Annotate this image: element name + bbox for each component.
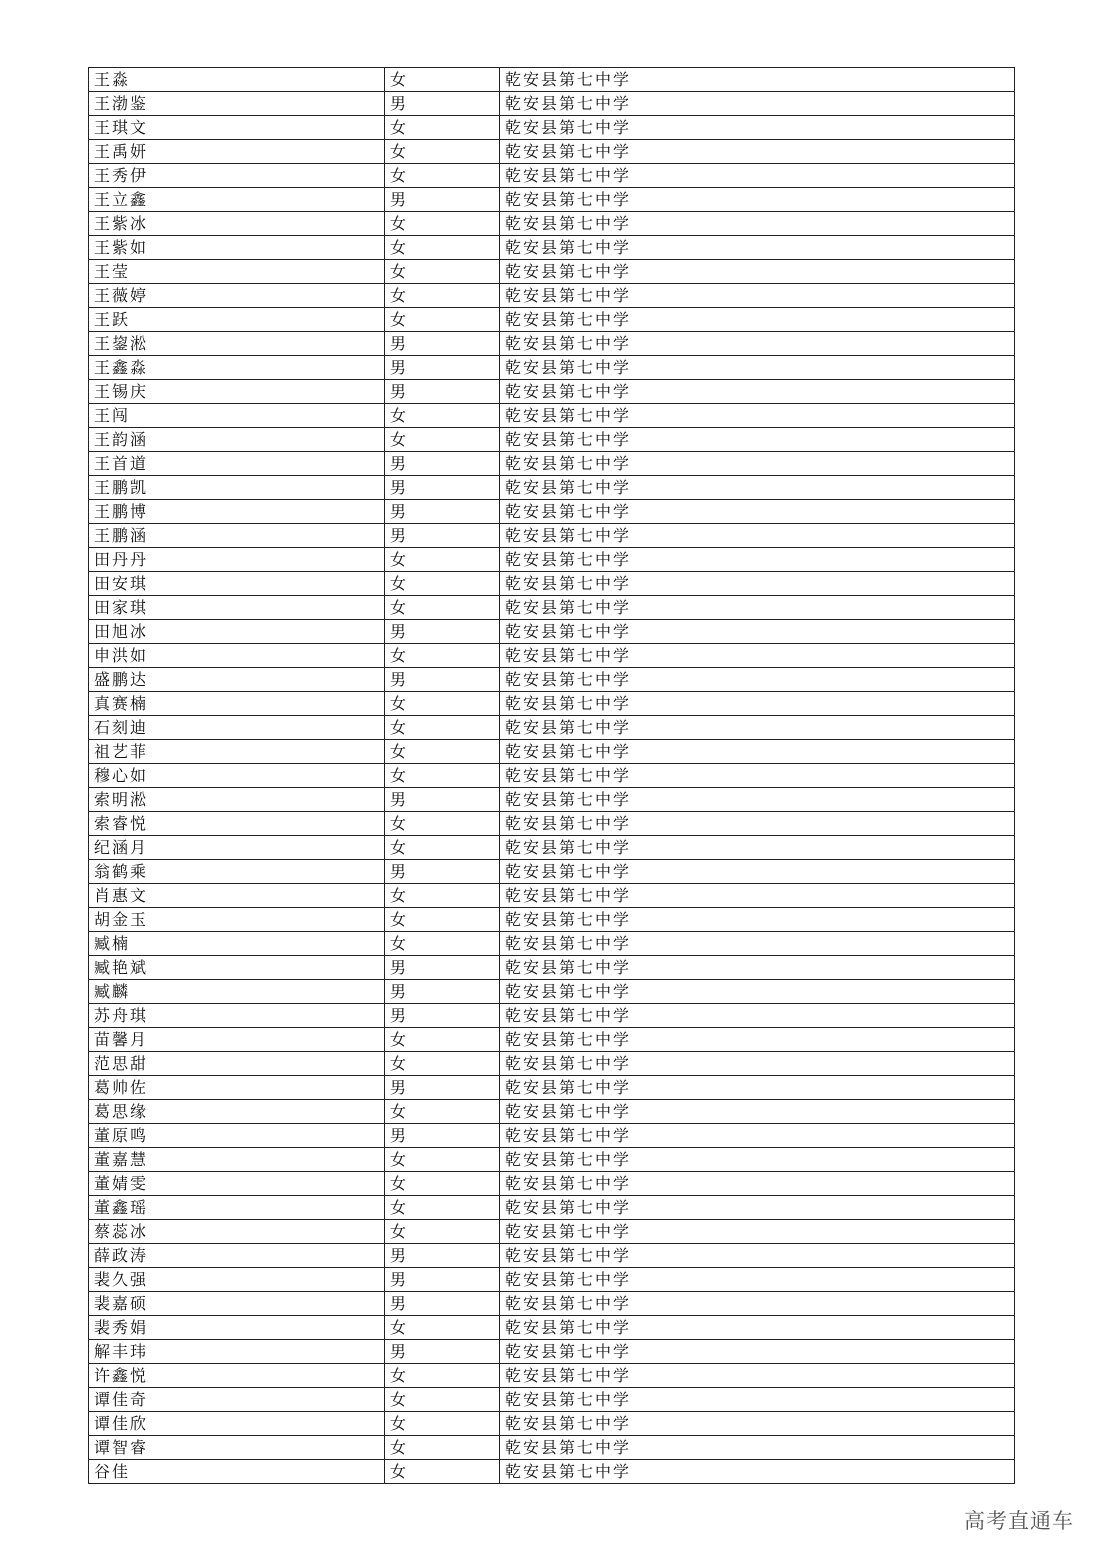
gender-cell: 男 (385, 452, 500, 476)
table-row (89, 1412, 1015, 1436)
school-cell: 乾安县第七中学 (500, 908, 1015, 932)
gender-cell: 女 (385, 572, 500, 596)
table-row (89, 812, 1015, 836)
student-name-cell: 王鹏博 (89, 500, 385, 524)
school-cell: 乾安县第七中学 (500, 716, 1015, 740)
school-cell: 乾安县第七中学 (500, 764, 1015, 788)
student-name-cell: 葛帅佐 (89, 1076, 385, 1100)
table-row (89, 716, 1015, 740)
table-row (89, 452, 1015, 476)
gender-cell: 女 (385, 164, 500, 188)
gender-cell: 女 (385, 212, 500, 236)
gender-cell: 女 (385, 1388, 500, 1412)
table-row (89, 1052, 1015, 1076)
roster-table (88, 67, 1015, 1484)
school-cell: 乾安县第七中学 (500, 740, 1015, 764)
school-cell: 乾安县第七中学 (500, 1052, 1015, 1076)
school-cell: 乾安县第七中学 (500, 812, 1015, 836)
gender-cell: 女 (385, 1460, 500, 1484)
gender-cell: 男 (385, 620, 500, 644)
gender-cell: 男 (385, 1292, 500, 1316)
student-name-cell: 范思甜 (89, 1052, 385, 1076)
school-cell: 乾安县第七中学 (500, 1388, 1015, 1412)
gender-cell: 女 (385, 836, 500, 860)
gender-cell: 女 (385, 812, 500, 836)
table-row (89, 1172, 1015, 1196)
student-name-cell: 王禹妍 (89, 140, 385, 164)
gender-cell: 男 (385, 668, 500, 692)
student-name-cell: 石刻迪 (89, 716, 385, 740)
school-cell: 乾安县第七中学 (500, 1172, 1015, 1196)
school-cell: 乾安县第七中学 (500, 836, 1015, 860)
table-row (89, 692, 1015, 716)
table-row (89, 308, 1015, 332)
school-cell: 乾安县第七中学 (500, 788, 1015, 812)
student-name-cell: 裴嘉硕 (89, 1292, 385, 1316)
gender-cell: 女 (385, 1052, 500, 1076)
school-cell: 乾安县第七中学 (500, 1100, 1015, 1124)
gender-cell: 男 (385, 1244, 500, 1268)
table-row (89, 932, 1015, 956)
table-row (89, 284, 1015, 308)
table-row (89, 1124, 1015, 1148)
table-row (89, 164, 1015, 188)
school-cell: 乾安县第七中学 (500, 1364, 1015, 1388)
student-name-cell: 王闯 (89, 404, 385, 428)
student-name-cell: 王莹 (89, 260, 385, 284)
student-name-cell: 王鑫淼 (89, 356, 385, 380)
student-name-cell: 王首道 (89, 452, 385, 476)
school-cell: 乾安县第七中学 (500, 68, 1015, 92)
table-row (89, 1340, 1015, 1364)
gender-cell: 女 (385, 308, 500, 332)
school-cell: 乾安县第七中学 (500, 668, 1015, 692)
student-name-cell: 盛鹏达 (89, 668, 385, 692)
gender-cell: 男 (385, 1268, 500, 1292)
student-name-cell: 谷佳 (89, 1460, 385, 1484)
gender-cell: 女 (385, 1028, 500, 1052)
gender-cell: 男 (385, 356, 500, 380)
gender-cell: 男 (385, 1076, 500, 1100)
table-row (89, 68, 1015, 92)
gender-cell: 女 (385, 236, 500, 260)
school-cell: 乾安县第七中学 (500, 884, 1015, 908)
student-name-cell: 穆心如 (89, 764, 385, 788)
student-name-cell: 王薇婷 (89, 284, 385, 308)
school-cell: 乾安县第七中学 (500, 1340, 1015, 1364)
student-name-cell: 王紫冰 (89, 212, 385, 236)
student-name-cell: 王秀伊 (89, 164, 385, 188)
gender-cell: 男 (385, 476, 500, 500)
table-row (89, 1028, 1015, 1052)
table-row (89, 140, 1015, 164)
student-name-cell: 裴久强 (89, 1268, 385, 1292)
student-name-cell: 王韵涵 (89, 428, 385, 452)
school-cell: 乾安县第七中学 (500, 1316, 1015, 1340)
student-name-cell: 真赛楠 (89, 692, 385, 716)
school-cell: 乾安县第七中学 (500, 236, 1015, 260)
table-row (89, 956, 1015, 980)
table-row (89, 1316, 1015, 1340)
table-row (89, 1436, 1015, 1460)
school-cell: 乾安县第七中学 (500, 140, 1015, 164)
student-name-cell: 臧艳斌 (89, 956, 385, 980)
student-name-cell: 臧麟 (89, 980, 385, 1004)
school-cell: 乾安县第七中学 (500, 476, 1015, 500)
school-cell: 乾安县第七中学 (500, 860, 1015, 884)
table-row (89, 524, 1015, 548)
gender-cell: 女 (385, 644, 500, 668)
school-cell: 乾安县第七中学 (500, 596, 1015, 620)
student-name-cell: 王渤鉴 (89, 92, 385, 116)
gender-cell: 男 (385, 1340, 500, 1364)
gender-cell: 女 (385, 884, 500, 908)
student-name-cell: 裴秀娟 (89, 1316, 385, 1340)
gender-cell: 女 (385, 140, 500, 164)
table-row (89, 1268, 1015, 1292)
student-name-cell: 董鑫瑶 (89, 1196, 385, 1220)
watermark-text: 高考直通车 (964, 1509, 1074, 1533)
school-cell: 乾安县第七中学 (500, 260, 1015, 284)
table-row (89, 260, 1015, 284)
student-name-cell: 蔡蕊冰 (89, 1220, 385, 1244)
school-cell: 乾安县第七中学 (500, 1124, 1015, 1148)
table-row (89, 860, 1015, 884)
gender-cell: 女 (385, 1220, 500, 1244)
student-name-cell: 苏舟琪 (89, 1004, 385, 1028)
school-cell: 乾安县第七中学 (500, 356, 1015, 380)
student-name-cell: 索睿悦 (89, 812, 385, 836)
table-row (89, 908, 1015, 932)
school-cell: 乾安县第七中学 (500, 620, 1015, 644)
student-name-cell: 许鑫悦 (89, 1364, 385, 1388)
student-name-cell: 董原鸣 (89, 1124, 385, 1148)
table-row (89, 1244, 1015, 1268)
table-row (89, 92, 1015, 116)
student-name-cell: 索明淞 (89, 788, 385, 812)
table-row (89, 236, 1015, 260)
gender-cell: 男 (385, 1004, 500, 1028)
school-cell: 乾安县第七中学 (500, 548, 1015, 572)
gender-cell: 男 (385, 380, 500, 404)
gender-cell: 男 (385, 956, 500, 980)
gender-cell: 男 (385, 980, 500, 1004)
student-name-cell: 王跃 (89, 308, 385, 332)
gender-cell: 男 (385, 860, 500, 884)
student-name-cell: 王淼 (89, 68, 385, 92)
gender-cell: 女 (385, 908, 500, 932)
table-row (89, 356, 1015, 380)
gender-cell: 女 (385, 1412, 500, 1436)
table-row (89, 500, 1015, 524)
student-name-cell: 肖惠文 (89, 884, 385, 908)
table-row (89, 1292, 1015, 1316)
school-cell: 乾安县第七中学 (500, 1220, 1015, 1244)
gender-cell: 女 (385, 764, 500, 788)
gender-cell: 女 (385, 68, 500, 92)
gender-cell: 女 (385, 116, 500, 140)
table-row (89, 644, 1015, 668)
student-name-cell: 田旭冰 (89, 620, 385, 644)
gender-cell: 女 (385, 1436, 500, 1460)
school-cell: 乾安县第七中学 (500, 188, 1015, 212)
student-name-cell: 纪涵月 (89, 836, 385, 860)
student-name-cell: 苗馨月 (89, 1028, 385, 1052)
table-row (89, 1148, 1015, 1172)
table-row (89, 884, 1015, 908)
table-row (89, 1004, 1015, 1028)
school-cell: 乾安县第七中学 (500, 1196, 1015, 1220)
student-name-cell: 王立鑫 (89, 188, 385, 212)
table-row (89, 380, 1015, 404)
student-name-cell: 田丹丹 (89, 548, 385, 572)
gender-cell: 女 (385, 1100, 500, 1124)
table-row (89, 1076, 1015, 1100)
gender-cell: 女 (385, 932, 500, 956)
table-row (89, 1100, 1015, 1124)
gender-cell: 女 (385, 1316, 500, 1340)
gender-cell: 女 (385, 1196, 500, 1220)
school-cell: 乾安县第七中学 (500, 332, 1015, 356)
student-name-cell: 王紫如 (89, 236, 385, 260)
table-row (89, 116, 1015, 140)
gender-cell: 男 (385, 788, 500, 812)
school-cell: 乾安县第七中学 (500, 980, 1015, 1004)
student-name-cell: 祖艺菲 (89, 740, 385, 764)
table-row (89, 980, 1015, 1004)
school-cell: 乾安县第七中学 (500, 1148, 1015, 1172)
school-cell: 乾安县第七中学 (500, 572, 1015, 596)
school-cell: 乾安县第七中学 (500, 1292, 1015, 1316)
gender-cell: 男 (385, 332, 500, 356)
table-row (89, 1196, 1015, 1220)
school-cell: 乾安县第七中学 (500, 1028, 1015, 1052)
student-name-cell: 田家琪 (89, 596, 385, 620)
student-name-cell: 王鹏涵 (89, 524, 385, 548)
student-name-cell: 董婧雯 (89, 1172, 385, 1196)
table-row (89, 476, 1015, 500)
school-cell: 乾安县第七中学 (500, 1268, 1015, 1292)
table-row (89, 764, 1015, 788)
table-row (89, 1220, 1015, 1244)
table-row (89, 1388, 1015, 1412)
school-cell: 乾安县第七中学 (500, 284, 1015, 308)
school-cell: 乾安县第七中学 (500, 932, 1015, 956)
student-name-cell: 谭智睿 (89, 1436, 385, 1460)
gender-cell: 女 (385, 428, 500, 452)
table-row (89, 188, 1015, 212)
school-cell: 乾安县第七中学 (500, 1244, 1015, 1268)
table-row (89, 428, 1015, 452)
student-name-cell: 董嘉慧 (89, 1148, 385, 1172)
school-cell: 乾安县第七中学 (500, 644, 1015, 668)
gender-cell: 女 (385, 716, 500, 740)
gender-cell: 女 (385, 548, 500, 572)
gender-cell: 女 (385, 1148, 500, 1172)
school-cell: 乾安县第七中学 (500, 428, 1015, 452)
table-row (89, 788, 1015, 812)
student-name-cell: 谭佳欣 (89, 1412, 385, 1436)
gender-cell: 男 (385, 500, 500, 524)
table-row (89, 548, 1015, 572)
table-row (89, 668, 1015, 692)
school-cell: 乾安县第七中学 (500, 1004, 1015, 1028)
school-cell: 乾安县第七中学 (500, 164, 1015, 188)
student-name-cell: 谭佳奇 (89, 1388, 385, 1412)
student-name-cell: 臧楠 (89, 932, 385, 956)
gender-cell: 女 (385, 404, 500, 428)
table-row (89, 332, 1015, 356)
school-cell: 乾安县第七中学 (500, 380, 1015, 404)
school-cell: 乾安县第七中学 (500, 1436, 1015, 1460)
roster-table-body (89, 68, 1015, 1484)
table-row (89, 1364, 1015, 1388)
student-name-cell: 胡金玉 (89, 908, 385, 932)
school-cell: 乾安县第七中学 (500, 404, 1015, 428)
student-name-cell: 翁鹤乘 (89, 860, 385, 884)
table-row (89, 740, 1015, 764)
school-cell: 乾安县第七中学 (500, 212, 1015, 236)
school-cell: 乾安县第七中学 (500, 1076, 1015, 1100)
school-cell: 乾安县第七中学 (500, 956, 1015, 980)
table-row (89, 1460, 1015, 1484)
gender-cell: 女 (385, 260, 500, 284)
table-row (89, 572, 1015, 596)
gender-cell: 男 (385, 92, 500, 116)
student-name-cell: 葛思缘 (89, 1100, 385, 1124)
gender-cell: 女 (385, 596, 500, 620)
student-name-cell: 薛政涛 (89, 1244, 385, 1268)
school-cell: 乾安县第七中学 (500, 500, 1015, 524)
school-cell: 乾安县第七中学 (500, 452, 1015, 476)
student-name-cell: 王琪文 (89, 116, 385, 140)
gender-cell: 女 (385, 1364, 500, 1388)
school-cell: 乾安县第七中学 (500, 308, 1015, 332)
school-cell: 乾安县第七中学 (500, 1460, 1015, 1484)
table-row (89, 212, 1015, 236)
table-row (89, 404, 1015, 428)
school-cell: 乾安县第七中学 (500, 92, 1015, 116)
table-row (89, 596, 1015, 620)
gender-cell: 女 (385, 284, 500, 308)
student-name-cell: 王锡庆 (89, 380, 385, 404)
gender-cell: 男 (385, 188, 500, 212)
school-cell: 乾安县第七中学 (500, 692, 1015, 716)
student-name-cell: 田安琪 (89, 572, 385, 596)
student-name-cell: 解丰玮 (89, 1340, 385, 1364)
school-cell: 乾安县第七中学 (500, 1412, 1015, 1436)
gender-cell: 女 (385, 692, 500, 716)
school-cell: 乾安县第七中学 (500, 524, 1015, 548)
table-row (89, 836, 1015, 860)
gender-cell: 男 (385, 1124, 500, 1148)
table-row (89, 620, 1015, 644)
school-cell: 乾安县第七中学 (500, 116, 1015, 140)
student-name-cell: 申洪如 (89, 644, 385, 668)
gender-cell: 男 (385, 524, 500, 548)
gender-cell: 女 (385, 1172, 500, 1196)
gender-cell: 女 (385, 740, 500, 764)
student-name-cell: 王鹏凯 (89, 476, 385, 500)
student-name-cell: 王鋆淞 (89, 332, 385, 356)
